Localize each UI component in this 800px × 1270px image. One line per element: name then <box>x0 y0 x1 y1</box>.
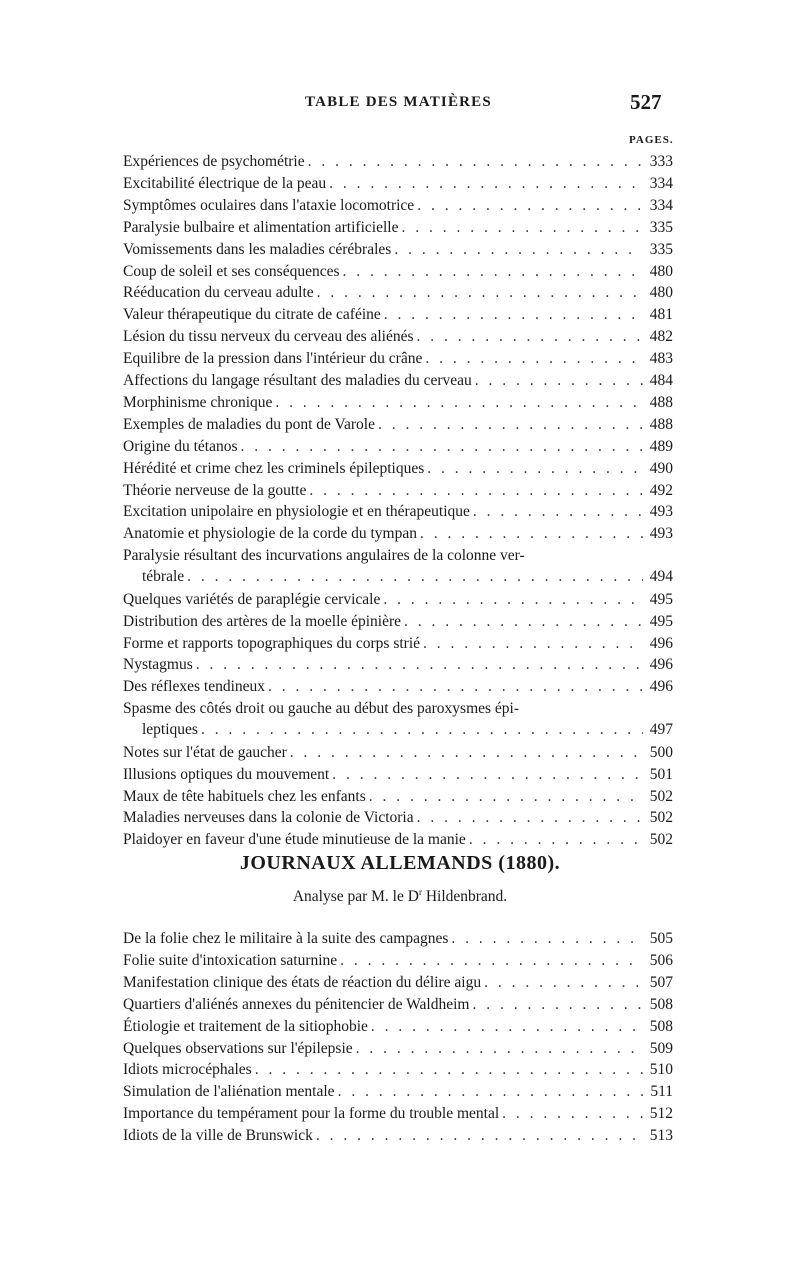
toc-entry <box>123 349 673 369</box>
toc-entry-page: 509 <box>649 1039 673 1057</box>
toc-entry-title: Paralysie bulbaire et alimentation artificielle <box>123 218 399 236</box>
dot-leader <box>366 787 643 807</box>
page-number: 527 <box>630 90 662 114</box>
dot-leader <box>252 1060 643 1080</box>
toc-entry <box>123 995 673 1015</box>
dot-leader <box>329 765 643 785</box>
toc-entry <box>123 590 673 610</box>
toc-entry <box>123 327 673 347</box>
dot-leader <box>335 1082 643 1102</box>
toc-entry-page: 334 <box>649 196 673 214</box>
toc-entry-page: 496 <box>649 634 673 652</box>
toc-entry-page: 497 <box>649 721 673 739</box>
dot-leader <box>340 262 643 282</box>
toc-entry <box>123 973 673 993</box>
toc-entry <box>123 459 673 479</box>
toc-entry <box>123 655 673 675</box>
toc-entry-page: 494 <box>649 568 673 586</box>
toc-entry-title: Maladies nerveuses dans la colonie de Victoria <box>123 809 414 827</box>
toc-entry-page: 502 <box>649 831 673 849</box>
subheading-sup: r <box>418 887 422 897</box>
toc-entry-page: 495 <box>649 612 673 630</box>
toc-entry-page: 483 <box>649 350 673 368</box>
toc-entry-page: 484 <box>649 372 673 389</box>
toc-entry-title: Morphinisme chronique <box>123 393 273 411</box>
toc-entry-page: 493 <box>649 503 673 521</box>
toc-entry-page: 500 <box>649 743 673 761</box>
dot-leader <box>313 1126 643 1146</box>
toc-entry-title: Simulation de l'aliénation mentale <box>123 1083 335 1101</box>
dot-leader <box>375 415 643 435</box>
toc-entry <box>123 152 673 172</box>
subheading-text: Analyse par M. le D <box>292 888 419 906</box>
toc-entry-page: 492 <box>649 481 673 499</box>
dot-leader <box>422 349 643 369</box>
toc-entry <box>123 196 673 216</box>
dot-leader <box>499 1104 643 1124</box>
toc-entry-title: Spasme des côtés droit ou gauche au début des paroxysmes épi- <box>123 700 520 718</box>
toc-entry <box>123 951 673 971</box>
toc-entry <box>123 481 673 501</box>
dot-leader <box>414 327 643 347</box>
toc-entry-page: 490 <box>649 459 673 477</box>
dot-leader <box>193 655 643 675</box>
toc-entry <box>123 415 673 435</box>
toc-entry <box>123 743 673 763</box>
toc-entry-page: 335 <box>649 218 673 236</box>
section-heading: JOURNAUX ALLEMANDS (1880). <box>239 852 561 874</box>
toc-entry <box>123 174 673 194</box>
toc-entry-title: Illusions optiques du mouvement <box>123 765 330 783</box>
dot-leader <box>272 393 643 413</box>
toc-entry-page: 511 <box>650 1083 673 1101</box>
toc-entry-title: Vomissements dans les maladies cérébrales <box>123 240 392 258</box>
toc-entry-title: Théorie nerveuse de la goutte <box>123 481 307 499</box>
toc-entry-page: 501 <box>649 765 673 783</box>
toc-entry-title: Importance du tempérament pour la forme du trouble mental <box>123 1105 500 1123</box>
toc-entry <box>123 787 673 807</box>
dot-leader <box>448 929 643 949</box>
toc-entry-page: 333 <box>649 153 673 170</box>
dot-leader <box>198 720 643 740</box>
toc-entry-title: Idiots microcéphales <box>123 1061 252 1079</box>
toc-entry-title: Notes sur l'état de gaucher <box>123 743 287 761</box>
toc-entry-title: Quartiers d'aliénés annexes du pénitencier de Waldheim <box>123 995 470 1013</box>
toc-entry-title: Origine du tétanos <box>123 437 238 455</box>
toc-entry-title: Anatomie et physiologie de la corde du tympan <box>123 525 417 543</box>
toc-entry-page: 507 <box>649 973 673 991</box>
toc-entry-title: Idiots de la ville de Brunswick <box>123 1127 313 1145</box>
toc-entry-title: Quelques observations sur l'épilepsie <box>123 1039 353 1057</box>
toc-entry-title-continuation: tébrale <box>142 568 185 586</box>
toc-entry-page: 493 <box>649 525 673 543</box>
toc-entry <box>123 765 673 785</box>
dot-leader <box>305 152 643 172</box>
dot-leader <box>466 830 643 850</box>
subheading-text-end: Hildenbrand. <box>421 888 508 906</box>
toc-entry <box>123 1104 673 1124</box>
toc-entry <box>123 240 673 260</box>
dot-leader <box>381 305 643 325</box>
toc-entry-page: 506 <box>649 951 673 969</box>
toc-entry <box>123 437 673 457</box>
dot-leader <box>424 459 643 479</box>
dot-leader <box>238 437 643 457</box>
toc-entry-title: Symptômes oculaires dans l'ataxie locomotrice <box>123 196 415 214</box>
toc-entry <box>123 283 673 303</box>
toc-entry <box>123 393 673 413</box>
dot-leader <box>401 612 643 632</box>
toc-entry-page: 502 <box>649 787 673 805</box>
toc-entry-title: Nystagmus <box>123 656 193 674</box>
toc-entry-page: 502 <box>649 809 673 827</box>
toc-entry-page: 510 <box>649 1061 673 1079</box>
dot-leader <box>368 1017 643 1037</box>
toc-entry-title: Rééducation du cerveau adulte <box>123 284 314 302</box>
dot-leader <box>414 808 643 828</box>
toc-entry-page: 496 <box>649 656 673 674</box>
toc-entry-title: Valeur thérapeutique du citrate de caféine <box>123 306 381 324</box>
dot-leader <box>470 502 643 522</box>
dot-leader <box>414 196 643 216</box>
dot-leader <box>472 371 643 391</box>
toc-entry-title: Quelques variétés de paraplégie cervicale <box>123 590 381 608</box>
toc-entry-title: Folie suite d'intoxication saturnine <box>123 951 338 969</box>
toc-entry-title-continuation: leptiques <box>142 721 198 739</box>
toc-entry-page: 480 <box>649 284 673 302</box>
toc-entry <box>123 1039 673 1059</box>
dot-leader <box>420 634 643 654</box>
section-subheading <box>0 887 800 906</box>
toc-entry <box>123 524 673 544</box>
toc-entry <box>123 218 673 238</box>
dot-leader <box>469 995 643 1015</box>
toc-entry-page: 481 <box>649 306 673 324</box>
dot-leader <box>326 174 643 194</box>
running-head <box>0 90 800 118</box>
toc-entry <box>123 699 673 741</box>
toc-entry <box>123 929 673 949</box>
dot-leader <box>265 677 643 697</box>
toc-entry-title: Expériences de psychométrie <box>123 153 305 170</box>
toc-entry <box>123 1126 673 1146</box>
toc-entry-title: Hérédité et crime chez les criminels épileptiques <box>123 459 425 477</box>
toc-entry <box>123 677 673 697</box>
toc-entry-page: 496 <box>649 678 673 696</box>
toc-entry-page: 335 <box>649 240 673 258</box>
toc-entry <box>123 1082 673 1102</box>
toc-entry-page: 505 <box>649 930 673 947</box>
toc-entry-page: 508 <box>649 1017 673 1035</box>
toc-entry <box>123 1017 673 1037</box>
dot-leader <box>314 283 643 303</box>
toc-entry-page: 513 <box>649 1127 673 1145</box>
toc-entry-title: De la folie chez le militaire à la suite des campagnes <box>123 930 449 947</box>
toc-entry-title: Plaidoyer en faveur d'une étude minutieuse de la manie <box>123 831 466 849</box>
toc-entry-title: Equilibre de la pression dans l'intérieur du crâne <box>123 350 423 368</box>
toc-entry-page: 508 <box>649 995 673 1013</box>
toc-entry-title: Affections du langage résultant des maladies du cerveau <box>123 372 472 389</box>
dot-leader <box>184 567 643 587</box>
dot-leader <box>380 590 643 610</box>
toc-entry-title: Forme et rapports topographiques du corps strié <box>123 634 421 652</box>
toc-entry-page: 480 <box>649 262 673 280</box>
dot-leader <box>337 951 643 971</box>
toc-entry-page: 489 <box>649 437 673 455</box>
toc-entry-title: Maux de tête habituels chez les enfants <box>123 787 366 805</box>
dot-leader <box>481 973 643 993</box>
toc-entry-title: Excitabilité électrique de la peau <box>123 174 327 192</box>
toc-entry <box>123 305 673 325</box>
dot-leader <box>306 481 643 501</box>
toc-entry-title: Excitation unipolaire en physiologie et en thérapeutique <box>123 503 470 521</box>
dot-leader <box>353 1039 643 1059</box>
toc-entry <box>123 612 673 632</box>
toc-entry-page: 334 <box>649 174 673 192</box>
toc-entry-title: Coup de soleil et ses conséquences <box>123 262 340 280</box>
toc-entry <box>123 546 673 588</box>
toc-entry-title: Paralysie résultant des incurvations angulaires de la colonne ver- <box>123 547 525 565</box>
toc-entry-title: Des réflexes tendineux <box>123 678 266 696</box>
toc-entry-page: 488 <box>649 415 673 433</box>
dot-leader <box>287 743 643 763</box>
toc-entry-title: Exemples de maladies du pont de Varole <box>123 415 375 433</box>
toc-entry-page: 482 <box>649 328 673 346</box>
toc-entry-page: 495 <box>649 590 673 608</box>
running-title: TABLE DES MATIÈRES <box>305 94 492 110</box>
toc-entry-page: 512 <box>649 1105 673 1123</box>
dot-leader <box>398 218 643 238</box>
toc-entry <box>123 830 673 850</box>
pages-column-label: PAGES. <box>629 134 674 146</box>
toc-entry-title: Distribution des artères de la moelle épinière <box>123 612 402 630</box>
toc-entry <box>123 502 673 522</box>
dot-leader <box>417 524 643 544</box>
toc-entry <box>123 262 673 282</box>
toc-entry-title: Étiologie et traitement de la sitiophobie <box>123 1017 368 1035</box>
toc-entry <box>123 1060 673 1080</box>
toc-entry <box>123 808 673 828</box>
dot-leader <box>391 240 643 260</box>
toc-entry <box>123 371 673 391</box>
toc-entry-title: Manifestation clinique des états de réaction du délire aigu <box>123 973 482 991</box>
toc-entry-page: 488 <box>649 393 673 411</box>
toc-entry <box>123 634 673 654</box>
toc-entry-title: Lésion du tissu nerveux du cerveau des aliénés <box>123 328 414 346</box>
